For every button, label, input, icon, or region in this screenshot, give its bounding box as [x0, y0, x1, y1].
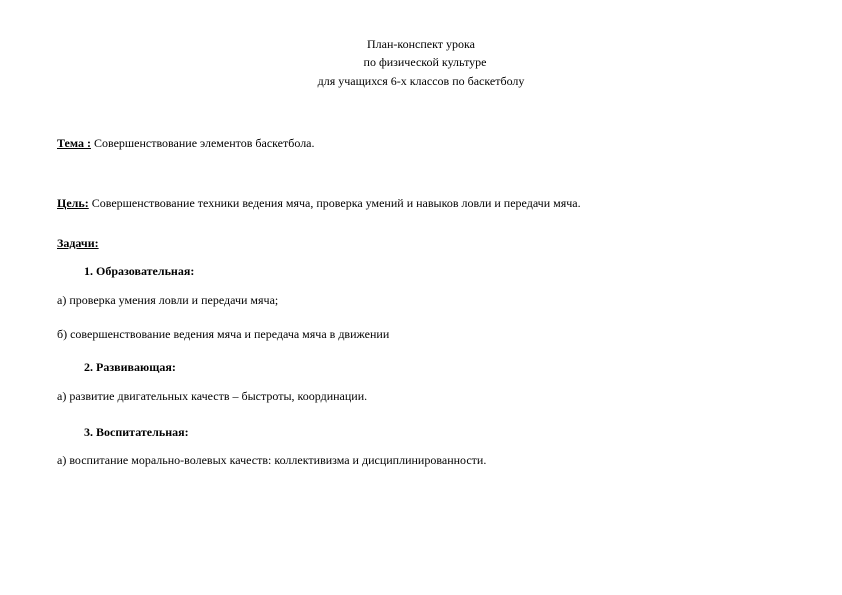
task-1-line-b: б) совершенствование ведения мяча и передача мяча в движении — [57, 327, 390, 341]
task-1-line-a: а) проверка умения ловли и передачи мяча; — [57, 293, 279, 307]
topic-line — [57, 135, 315, 151]
goal-label: Цель: — [57, 196, 89, 210]
goal-text: Совершенствование техники ведения мяча, проверка умений и навыков ловли и передачи мяча. — [88, 196, 581, 210]
topic-text: Совершенствование элементов баскетбола. — [90, 136, 315, 150]
header-line-2: по физической культуре — [363, 55, 487, 69]
goal-line — [57, 195, 581, 211]
task-2-title: 2. Развивающая: — [84, 360, 176, 374]
task-3-line-a: а) воспитание морально-волевых качеств: коллективизма и дисциплинированности. — [57, 453, 487, 467]
header-line-3: для учащихся 6-х классов по баскетболу — [317, 74, 525, 88]
tasks-heading: Задачи: — [57, 236, 99, 250]
task-1-title: 1. Образовательная: — [84, 264, 195, 278]
header-line-1: План-конспект урока — [366, 37, 475, 51]
task-3-title: 3. Воспитательная: — [84, 425, 189, 439]
topic-label: Тема : — [57, 136, 91, 150]
task-2-line-a: а) развитие двигательных качеств – быстроты, координации. — [57, 389, 368, 403]
